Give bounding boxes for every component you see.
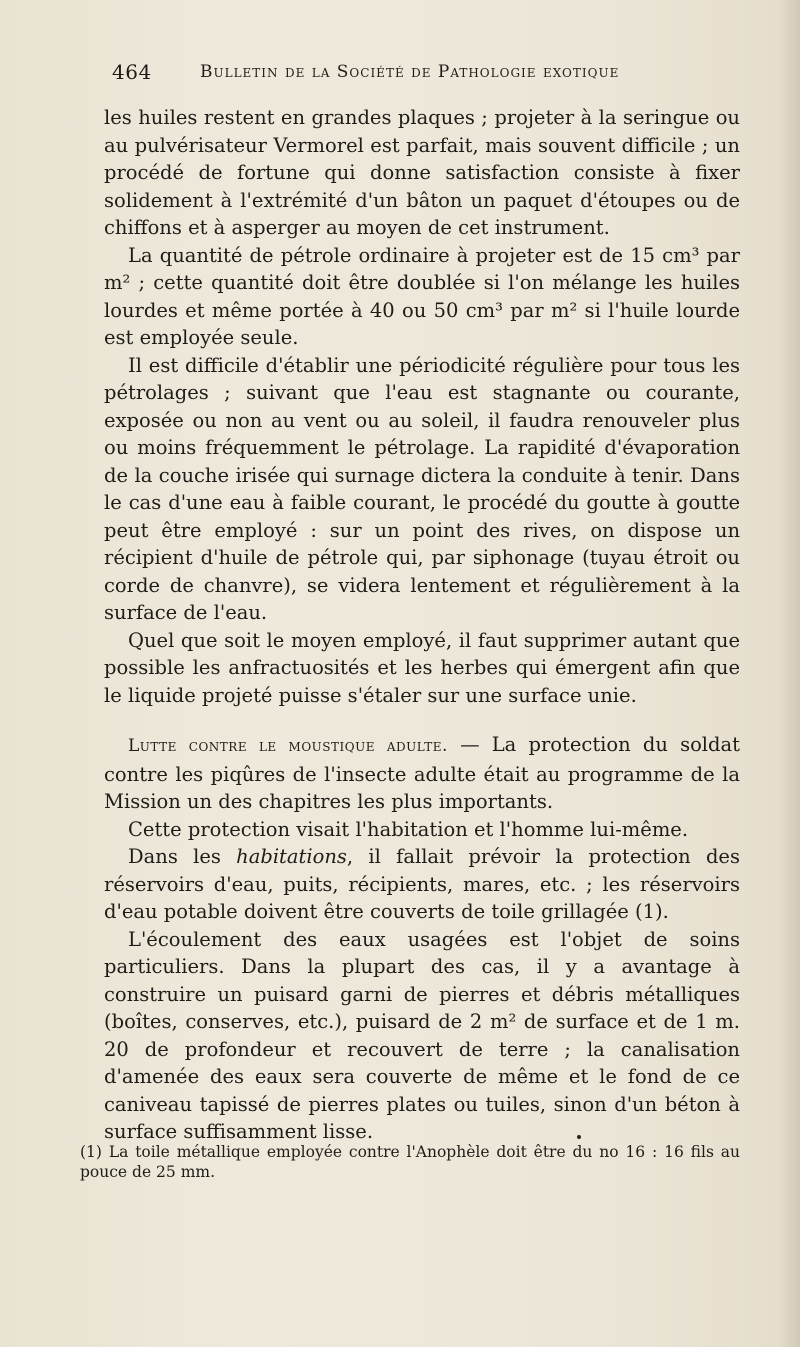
- section-text: — La protection du soldat contre les piqûres de l'insecte adulte était au programme de la Mission un des chapitres les plus importants.: [104, 733, 740, 813]
- emphasis-text: habitations: [236, 845, 347, 868]
- paragraph: [104, 843, 740, 926]
- running-title: Bulletin de la Société de Pathologie exotique: [200, 62, 620, 82]
- body-text: [104, 104, 740, 1146]
- paragraph: les huiles restent en grandes plaques ; projeter à la seringue ou au pulvérisateur Vermorel est parfait, mais souvent difficile ; un procédé de fortune qui donne satisfaction consiste à fixer solidement à l'extrémité d'un bâton un paquet d'étoupes ou de chiffons et à asperger au moyen de cet instrument.: [104, 106, 740, 239]
- paragraph: Quel que soit le moyen employé, il faut supprimer autant que possible les anfractuosités et les herbes qui émergent afin que le liquide projeté puisse s'étaler sur une surface unie.: [104, 628, 740, 707]
- section-gap: [104, 709, 740, 731]
- paragraph: L'écoulement des eaux usagées est l'objet de soins particuliers. Dans la plupart des cas, il y a avantage à construire un puisard garni de pierres et débris métalliques (boîtes, conserves, etc.), puisard de 2 m² de surface et de 1 m. 20 de profondeur et recouvert de terre ; la canalisation d'amenée des eaux sera couverte de même et le fond de ce caniveau tapissé de pierres plates ou tuiles, sinon d'un béton à surface suffisamment lisse.: [104, 927, 740, 1143]
- paragraph: Cette protection visait l'habitation et l'homme lui-même.: [128, 817, 689, 841]
- paragraph: La quantité de pétrole ordinaire à projeter est de 15 cm³ par m² ; cette quantité doit être doublée si l'on mélange les huiles lourdes et même portée à 40 ou 50 cm³ par m² si l'huile lourde est employée seule.: [104, 243, 740, 349]
- paragraph-text: Dans les: [128, 845, 237, 868]
- page-edge-shadow: [778, 0, 800, 1347]
- section-heading: Lutte contre le moustique adulte.: [128, 736, 448, 756]
- page-header: [112, 60, 672, 94]
- paragraph: Il est difficile d'établir une périodicité régulière pour tous les pétrolages ; suivant que l'eau est stagnante ou courante, exposée ou non au vent ou au soleil, il faudra renouveler plus ou moins fréquemment le pétrolage. La rapidité d'évaporation de la couche irisée qui surnage dictera la conduite à tenir. Dans le cas d'une eau à faible courant, le procédé du goutte à goutte peut être employé : sur un point des rives, on dispose un récipient d'huile de pétrole qui, par siphonage (tuyau étroit ou corde de chanvre), se videra lentement et régulièrement à la surface de l'eau.: [104, 353, 740, 624]
- ink-mark: [577, 1135, 581, 1139]
- footnote: (1) La toile métallique employée contre l'Anophèle doit être du no 16 : 16 fils au pouce de 25 mm.: [80, 1143, 740, 1181]
- section-paragraph: [104, 731, 740, 816]
- page-number: 464: [112, 60, 152, 84]
- paragraph-text: , il fallait prévoir la protection des réservoirs d'eau, puits, récipients, mares, etc. ; les réservoirs d'eau potable doivent être couverts de toile grillagée (1).: [104, 845, 740, 923]
